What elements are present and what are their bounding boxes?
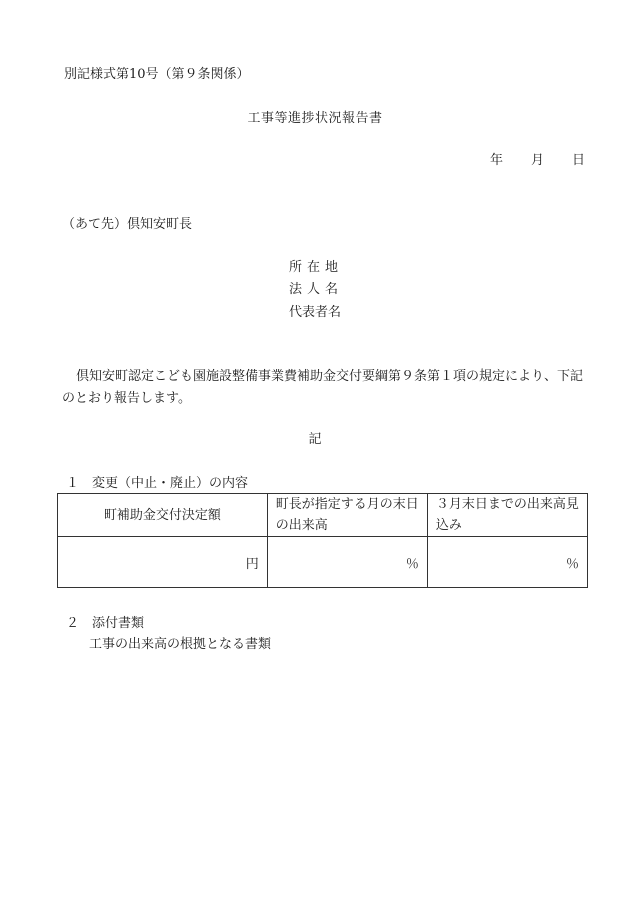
section1-heading: １ 変更（中止・廃止）の内容: [66, 476, 249, 491]
date-month: 月: [531, 153, 545, 168]
attachment-item: 工事の出来高の根拠となる書類: [89, 637, 272, 652]
value-cell-percent-march[interactable]: ％: [427, 537, 587, 588]
date-day: 日: [572, 153, 586, 168]
representative-label: 代表者名: [289, 305, 342, 320]
addressee: （あて先）倶知安町長: [62, 217, 193, 232]
date-year: 年: [490, 153, 504, 168]
date-line: [490, 152, 585, 170]
ki-heading: 記: [308, 432, 322, 447]
section2-heading: ２ 添付書類: [66, 616, 145, 631]
table-value-row: [58, 537, 588, 588]
body-paragraph: 倶知安町認定こども園施設整備事業費補助金交付要綱第９条第１項の規定により、下記のとおり報告します。: [62, 369, 584, 406]
value-cell-yen[interactable]: 円: [58, 537, 268, 588]
document-title: 工事等進捗状況報告書: [247, 111, 383, 126]
form-number: 別記様式第10号（第９条関係）: [64, 67, 250, 82]
address-label: 所在地: [289, 260, 344, 275]
header-cell-month-end-progress: 町長が指定する月の末日の出来高: [267, 494, 427, 537]
report-table: [57, 493, 588, 588]
header-cell-march-forecast: ３月末日までの出来高見込み: [427, 494, 587, 537]
table-header-row: [58, 494, 588, 537]
corporation-name-label: 法人名: [289, 282, 344, 297]
header-cell-grant-amount: 町補助金交付決定額: [58, 494, 268, 537]
value-cell-percent-month[interactable]: ％: [267, 537, 427, 588]
